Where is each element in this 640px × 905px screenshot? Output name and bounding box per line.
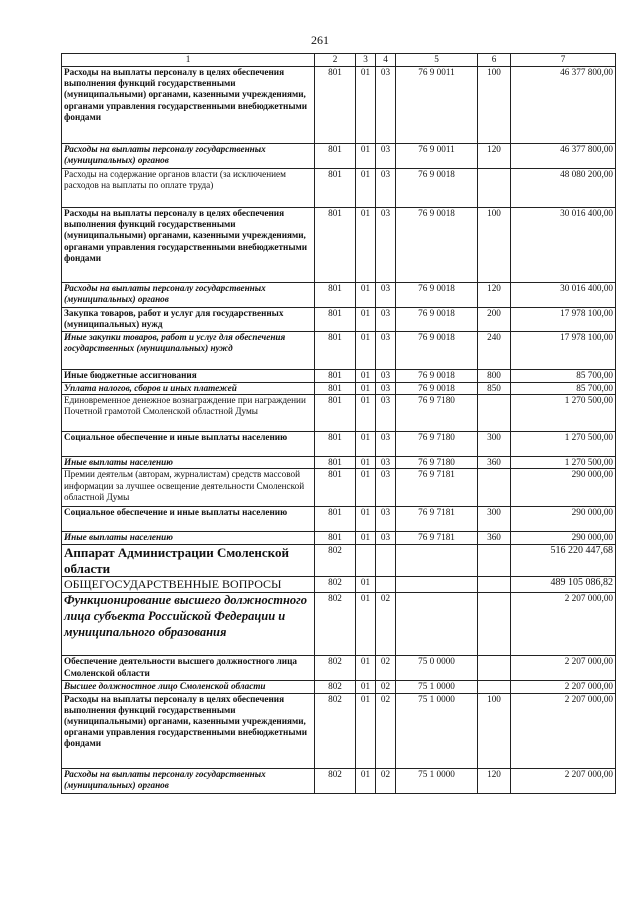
table-row bbox=[62, 208, 616, 283]
table-row bbox=[62, 395, 616, 432]
amount: 2 207 000,00 bbox=[511, 656, 616, 681]
item-name: Функционирование высшего должностного лица субъекта Российской Федерации и муниципального образования bbox=[62, 593, 315, 656]
section-code: 01 bbox=[356, 469, 376, 507]
section-code: 01 bbox=[356, 656, 376, 681]
target-article-code bbox=[396, 577, 478, 593]
subsection-code: 02 bbox=[376, 681, 396, 693]
item-name: Иные бюджетные ассигнования bbox=[62, 370, 315, 383]
amount: 516 220 447,68 bbox=[511, 545, 616, 577]
item-name: Высшее должностное лицо Смоленской области bbox=[62, 681, 315, 693]
target-article-code: 76 9 7181 bbox=[396, 507, 478, 532]
subsection-code: 03 bbox=[376, 507, 396, 532]
table-row bbox=[62, 383, 616, 395]
section-code: 01 bbox=[356, 457, 376, 469]
expense-type-code bbox=[478, 545, 511, 577]
ministry-code: 801 bbox=[315, 308, 356, 332]
section-code: 01 bbox=[356, 395, 376, 432]
expense-type-code: 100 bbox=[478, 208, 511, 283]
table-row bbox=[62, 532, 616, 545]
subsection-code: 03 bbox=[376, 395, 396, 432]
header-col-6: 6 bbox=[478, 54, 511, 67]
ministry-code: 802 bbox=[315, 545, 356, 577]
page-number: 261 bbox=[311, 33, 329, 47]
table-row bbox=[62, 469, 616, 507]
ministry-code: 801 bbox=[315, 332, 356, 370]
expense-type-code bbox=[478, 656, 511, 681]
section-code: 01 bbox=[356, 593, 376, 656]
item-name: Уплата налогов, сборов и иных платежей bbox=[62, 383, 315, 395]
table-row bbox=[62, 693, 616, 768]
expense-type-code bbox=[478, 681, 511, 693]
subsection-code: 03 bbox=[376, 532, 396, 545]
target-article-code: 76 9 7181 bbox=[396, 532, 478, 545]
section-code: 01 bbox=[356, 577, 376, 593]
target-article-code: 76 9 0018 bbox=[396, 370, 478, 383]
table-row bbox=[62, 308, 616, 332]
amount: 290 000,00 bbox=[511, 507, 616, 532]
subsection-code: 03 bbox=[376, 308, 396, 332]
expense-type-code bbox=[478, 577, 511, 593]
subsection-code: 03 bbox=[376, 469, 396, 507]
amount: 48 080 200,00 bbox=[511, 169, 616, 208]
target-article-code: 76 9 0018 bbox=[396, 332, 478, 370]
item-name: Расходы на выплаты персоналу государственных (муниципальных) органов bbox=[62, 768, 315, 793]
section-code: 01 bbox=[356, 283, 376, 308]
section-code: 01 bbox=[356, 532, 376, 545]
subsection-code: 03 bbox=[376, 370, 396, 383]
target-article-code: 76 9 7180 bbox=[396, 457, 478, 469]
table-row bbox=[62, 67, 616, 144]
target-article-code: 76 9 0018 bbox=[396, 208, 478, 283]
target-article-code: 76 9 0018 bbox=[396, 383, 478, 395]
target-article-code: 76 9 7180 bbox=[396, 395, 478, 432]
expense-type-code: 240 bbox=[478, 332, 511, 370]
amount: 1 270 500,00 bbox=[511, 432, 616, 457]
item-name: Иные закупки товаров, работ и услуг для обеспечения государственных (муниципальных) нужд bbox=[62, 332, 315, 370]
amount: 1 270 500,00 bbox=[511, 395, 616, 432]
item-name: Аппарат Администрации Смоленской области bbox=[62, 545, 315, 577]
item-name: Иные выплаты населению bbox=[62, 457, 315, 469]
target-article-code: 75 1 0000 bbox=[396, 693, 478, 768]
target-article-code: 76 9 0018 bbox=[396, 169, 478, 208]
subsection-code: 02 bbox=[376, 656, 396, 681]
subsection-code bbox=[376, 577, 396, 593]
expense-type-code bbox=[478, 593, 511, 656]
ministry-code: 801 bbox=[315, 67, 356, 144]
subsection-code: 03 bbox=[376, 332, 396, 370]
ministry-code: 801 bbox=[315, 432, 356, 457]
expense-type-code bbox=[478, 469, 511, 507]
ministry-code: 801 bbox=[315, 507, 356, 532]
table-row bbox=[62, 370, 616, 383]
target-article-code: 76 9 0018 bbox=[396, 308, 478, 332]
table-row bbox=[62, 144, 616, 169]
header-row bbox=[62, 54, 616, 67]
amount: 290 000,00 bbox=[511, 469, 616, 507]
header-col-4: 4 bbox=[376, 54, 396, 67]
amount: 489 105 086,82 bbox=[511, 577, 616, 593]
section-code: 01 bbox=[356, 208, 376, 283]
expense-type-code: 120 bbox=[478, 144, 511, 169]
section-code: 01 bbox=[356, 693, 376, 768]
expense-type-code: 300 bbox=[478, 432, 511, 457]
ministry-code: 801 bbox=[315, 208, 356, 283]
target-article-code: 75 0 0000 bbox=[396, 656, 478, 681]
table-row bbox=[62, 656, 616, 681]
header-col-7: 7 bbox=[511, 54, 616, 67]
table-row bbox=[62, 283, 616, 308]
item-name: Расходы на выплаты персоналу в целях обеспечения выполнения функций государственными (муниципальными) органами, казенными учреждениями, органами управления государственными внебюджетными фондами bbox=[62, 693, 315, 768]
table-row bbox=[62, 457, 616, 469]
item-name: Единовременное денежное вознаграждение при награждении Почетной грамотой Смоленской областной Думы bbox=[62, 395, 315, 432]
target-article-code: 76 9 7181 bbox=[396, 469, 478, 507]
item-name: Расходы на выплаты персоналу государственных (муниципальных) органов bbox=[62, 283, 315, 308]
table-row bbox=[62, 545, 616, 577]
amount: 1 270 500,00 bbox=[511, 457, 616, 469]
table-row bbox=[62, 507, 616, 532]
subsection-code: 03 bbox=[376, 144, 396, 169]
subsection-code: 03 bbox=[376, 457, 396, 469]
ministry-code: 802 bbox=[315, 656, 356, 681]
section-code: 01 bbox=[356, 67, 376, 144]
section-code: 01 bbox=[356, 681, 376, 693]
target-article-code: 75 1 0000 bbox=[396, 768, 478, 793]
expense-type-code: 800 bbox=[478, 370, 511, 383]
subsection-code: 03 bbox=[376, 67, 396, 144]
subsection-code: 02 bbox=[376, 593, 396, 656]
target-article-code bbox=[396, 545, 478, 577]
ministry-code: 801 bbox=[315, 144, 356, 169]
header-col-2: 2 bbox=[315, 54, 356, 67]
ministry-code: 801 bbox=[315, 532, 356, 545]
amount: 17 978 100,00 bbox=[511, 308, 616, 332]
amount: 2 207 000,00 bbox=[511, 681, 616, 693]
header-col-3: 3 bbox=[356, 54, 376, 67]
item-name: Расходы на выплаты персоналу в целях обеспечения выполнения функций государственными (муниципальными) органами, казенными учреждениями, органами управления государственными внебюджетными фондами bbox=[62, 208, 315, 283]
header-col-5: 5 bbox=[396, 54, 478, 67]
subsection-code: 03 bbox=[376, 208, 396, 283]
section-code: 01 bbox=[356, 432, 376, 457]
section-code: 01 bbox=[356, 332, 376, 370]
amount: 30 016 400,00 bbox=[511, 283, 616, 308]
item-name: Расходы на содержание органов власти (за исключением расходов на выплаты по оплате труда) bbox=[62, 169, 315, 208]
amount: 46 377 800,00 bbox=[511, 67, 616, 144]
item-name: Социальное обеспечение и иные выплаты населению bbox=[62, 507, 315, 532]
item-name: Расходы на выплаты персоналу в целях обеспечения выполнения функций государственными (муниципальными) органами, казенными учреждениями, органами управления государственными внебюджетными фондами bbox=[62, 67, 315, 144]
target-article-code: 76 9 0018 bbox=[396, 283, 478, 308]
header-col-1: 1 bbox=[62, 54, 315, 67]
target-article-code: 76 9 7180 bbox=[396, 432, 478, 457]
item-name: Иные выплаты населению bbox=[62, 532, 315, 545]
amount: 17 978 100,00 bbox=[511, 332, 616, 370]
item-name: Социальное обеспечение и иные выплаты населению bbox=[62, 432, 315, 457]
section-code bbox=[356, 545, 376, 577]
target-article-code: 76 9 0011 bbox=[396, 67, 478, 144]
ministry-code: 801 bbox=[315, 395, 356, 432]
expense-type-code bbox=[478, 169, 511, 208]
ministry-code: 801 bbox=[315, 370, 356, 383]
ministry-code: 801 bbox=[315, 283, 356, 308]
section-code: 01 bbox=[356, 370, 376, 383]
table-row bbox=[62, 593, 616, 656]
section-code: 01 bbox=[356, 383, 376, 395]
amount: 2 207 000,00 bbox=[511, 693, 616, 768]
target-article-code bbox=[396, 593, 478, 656]
table-row bbox=[62, 332, 616, 370]
item-name: Расходы на выплаты персоналу государственных (муниципальных) органов bbox=[62, 144, 315, 169]
amount: 85 700,00 bbox=[511, 383, 616, 395]
item-name: Закупка товаров, работ и услуг для государственных (муниципальных) нужд bbox=[62, 308, 315, 332]
expense-type-code: 360 bbox=[478, 457, 511, 469]
ministry-code: 801 bbox=[315, 169, 356, 208]
ministry-code: 801 bbox=[315, 469, 356, 507]
expense-type-code: 360 bbox=[478, 532, 511, 545]
subsection-code bbox=[376, 545, 396, 577]
subsection-code: 03 bbox=[376, 432, 396, 457]
item-name: Премии деятельм (авторам, журналистам) средств массовой информации за лучшее освещение деятельности Смоленской областной Думы bbox=[62, 469, 315, 507]
table-row bbox=[62, 577, 616, 593]
item-name: Обеспечение деятельности высшего должностного лица Смоленской области bbox=[62, 656, 315, 681]
target-article-code: 75 1 0000 bbox=[396, 681, 478, 693]
subsection-code: 03 bbox=[376, 283, 396, 308]
amount: 2 207 000,00 bbox=[511, 768, 616, 793]
section-code: 01 bbox=[356, 169, 376, 208]
ministry-code: 801 bbox=[315, 457, 356, 469]
target-article-code: 76 9 0011 bbox=[396, 144, 478, 169]
subsection-code: 03 bbox=[376, 383, 396, 395]
amount: 85 700,00 bbox=[511, 370, 616, 383]
ministry-code: 802 bbox=[315, 768, 356, 793]
expense-type-code: 120 bbox=[478, 283, 511, 308]
expense-type-code: 100 bbox=[478, 67, 511, 144]
ministry-code: 802 bbox=[315, 693, 356, 768]
table-row bbox=[62, 681, 616, 693]
expense-type-code: 120 bbox=[478, 768, 511, 793]
table-row bbox=[62, 169, 616, 208]
section-code: 01 bbox=[356, 144, 376, 169]
subsection-code: 03 bbox=[376, 169, 396, 208]
expense-type-code bbox=[478, 395, 511, 432]
ministry-code: 801 bbox=[315, 383, 356, 395]
subsection-code: 02 bbox=[376, 693, 396, 768]
amount: 46 377 800,00 bbox=[511, 144, 616, 169]
ministry-code: 802 bbox=[315, 593, 356, 656]
table-row bbox=[62, 768, 616, 793]
amount: 290 000,00 bbox=[511, 532, 616, 545]
section-code: 01 bbox=[356, 768, 376, 793]
ministry-code: 802 bbox=[315, 681, 356, 693]
expense-type-code: 100 bbox=[478, 693, 511, 768]
section-code: 01 bbox=[356, 507, 376, 532]
ministry-code: 802 bbox=[315, 577, 356, 593]
expense-type-code: 200 bbox=[478, 308, 511, 332]
expense-type-code: 300 bbox=[478, 507, 511, 532]
expense-type-code: 850 bbox=[478, 383, 511, 395]
amount: 30 016 400,00 bbox=[511, 208, 616, 283]
budget-allocation-table bbox=[61, 53, 616, 794]
subsection-code: 02 bbox=[376, 768, 396, 793]
amount: 2 207 000,00 bbox=[511, 593, 616, 656]
item-name: ОБЩЕГОСУДАРСТВЕННЫЕ ВОПРОСЫ bbox=[62, 577, 315, 593]
table-row bbox=[62, 432, 616, 457]
section-code: 01 bbox=[356, 308, 376, 332]
